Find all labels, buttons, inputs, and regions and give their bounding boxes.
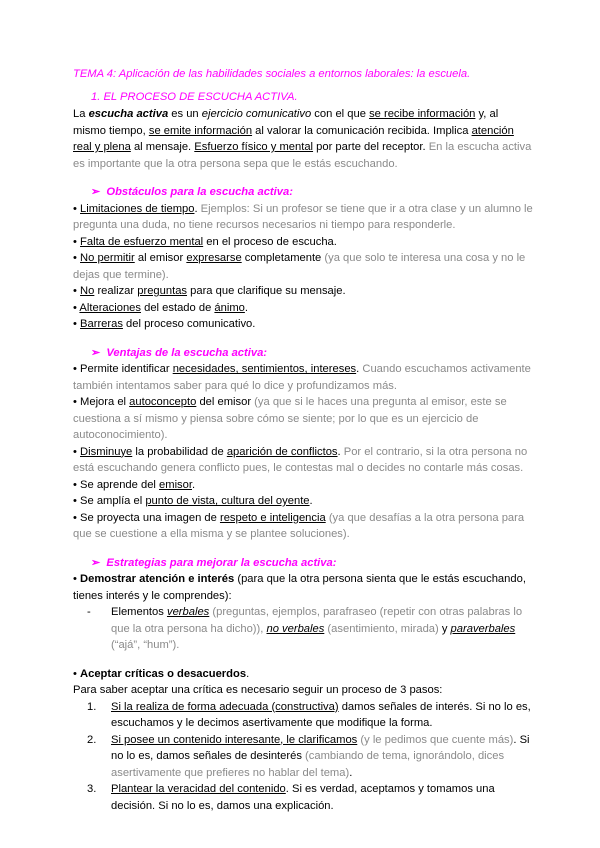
underlined-text: necesidades, sentimientos, intereses <box>172 363 357 375</box>
list-item <box>73 283 533 300</box>
bullet-icon: • <box>73 478 77 491</box>
dash-marker: - <box>87 606 91 618</box>
bullet-icon: • <box>73 445 77 458</box>
underlined-text: expresarse <box>186 252 242 264</box>
subheading-text: Ventajas de la escucha activa: <box>106 346 268 359</box>
text: la probabilidad de <box>132 445 227 458</box>
underlined-text: Si posee un contenido interesante, le clarificamos <box>111 733 358 746</box>
list-item <box>73 444 533 477</box>
arrow-icon: ➢ <box>91 346 101 359</box>
text: al mensaje. <box>130 141 195 153</box>
subheading-ventajas <box>91 345 533 362</box>
bullet-icon: • <box>73 573 77 585</box>
document-page <box>73 66 533 814</box>
gray-note: (y le pedimos que cuente más) <box>360 733 514 746</box>
item-number: 2. <box>87 733 97 746</box>
bold-text: Aceptar críticas o desacuerdos <box>80 667 247 680</box>
list-item <box>73 361 533 394</box>
text: Mejora el <box>80 396 130 408</box>
gray-note: (cambiando de tema, ignorándolo, dices asertivamente que prefieres no hablar del tema) <box>111 750 505 779</box>
section-heading-escucha: 1. EL PROCESO DE ESCUCHA ACTIVA. <box>91 90 298 103</box>
gray-note: (ya que desafías a la otra persona para que se cuestione a ella misma y se plantee soluciones). <box>73 511 525 540</box>
text: Se amplía el <box>80 495 146 507</box>
text: para que clarifique su mensaje. <box>187 285 346 297</box>
gray-note: (“ajá”, “hum”). <box>111 639 180 651</box>
bullet-icon: • <box>73 318 77 330</box>
underlined-text: respeto e inteligencia <box>219 511 326 524</box>
underlined-text: No <box>80 285 95 297</box>
text: . <box>194 202 201 215</box>
underlined-text: Disminuye <box>80 445 133 458</box>
arrow-icon: ➢ <box>91 186 101 198</box>
underlined-text: Si la realiza de forma adecuada (constructiva) <box>111 700 339 713</box>
text: completamente <box>241 252 325 264</box>
bullet-icon: • <box>73 301 77 314</box>
underlined-text: emisor <box>159 478 192 491</box>
text: . Si es verdad, aceptamos y tomamos una decisión. Si no lo es, damos una explicación. <box>111 783 495 812</box>
numbered-item <box>87 781 533 814</box>
text: . <box>349 766 353 779</box>
bullet-icon: • <box>73 667 77 680</box>
text: Elementos <box>111 606 167 618</box>
bullet-icon: • <box>73 235 77 248</box>
dash-list-item <box>87 604 533 654</box>
underlined-text: Falta de esfuerzo mental <box>80 235 204 248</box>
numbered-item <box>87 732 533 782</box>
gray-note: (asentimiento, mirada) <box>324 622 442 635</box>
gray-note: Por el contrario, si la otra persona no está escuchando genera conflicto pues, le contestas mal o decides no contarle más cosas. <box>73 445 528 474</box>
term-escucha-activa: escucha activa <box>88 108 169 120</box>
underlined-text: preguntas <box>137 285 188 297</box>
text: en el proceso de escucha. <box>203 235 337 248</box>
gray-note: (ya que solo te interesa una cosa y no le dejas que termine). <box>73 252 526 281</box>
text: es un <box>168 108 202 120</box>
list-item <box>73 510 533 543</box>
text: y <box>441 622 451 635</box>
underlined-text: ánimo <box>214 301 245 314</box>
underlined-text: atención real y plena <box>73 124 514 153</box>
underlined-text: verbales <box>166 606 210 618</box>
list-item <box>73 394 533 444</box>
item-number: 3. <box>87 783 97 795</box>
text: Permite identificar <box>80 363 173 375</box>
bullet-icon: • <box>73 202 77 215</box>
document-title: TEMA 4: Aplicación de las habilidades sociales a entornos laborales: la escuela. <box>73 68 471 80</box>
bold-text: Demostrar atención e interés <box>80 573 235 585</box>
arrow-icon: ➢ <box>91 556 101 569</box>
text: Se proyecta una imagen de <box>80 511 220 524</box>
numbered-item <box>87 699 533 732</box>
text: La <box>73 108 89 120</box>
paragraph: Para saber aceptar una crítica es necesario seguir un proceso de 3 pasos: <box>73 684 443 696</box>
underlined-text: No permitir <box>80 252 135 264</box>
subheading-estrategias <box>91 555 533 572</box>
text: . <box>309 495 313 507</box>
list-item <box>73 493 533 510</box>
text: . <box>246 667 250 680</box>
underlined-text: Limitaciones de tiempo <box>80 202 195 215</box>
list-item <box>73 201 533 234</box>
text: por parte del receptor. <box>313 141 429 153</box>
underlined-text: no verbales <box>266 622 325 635</box>
text: . <box>191 478 196 491</box>
text: . <box>356 363 363 375</box>
subheading-text: Obstáculos para la escucha activa: <box>106 186 293 198</box>
underlined-text: Esfuerzo físico y mental <box>194 141 314 153</box>
text: del proceso comunicativo. <box>122 318 256 330</box>
list-item <box>73 571 533 604</box>
term-ejercicio: ejercicio comunicativo <box>201 108 312 120</box>
list-item <box>73 477 533 494</box>
list-item <box>73 666 533 683</box>
underlined-text: Plantear la veracidad del contenido <box>111 783 286 795</box>
text: damos señales de interés. Si no lo es, escuchamos y le decimos asertivamente que modifique la forma. <box>111 700 531 729</box>
subheading-text: Estrategias para mejorar la escucha activa: <box>106 556 337 569</box>
intro-paragraph <box>73 106 533 172</box>
text: (para que la otra persona sienta que le estás escuchando, tienes interés y le comprendes): <box>73 573 526 602</box>
subheading-obstaculos <box>91 184 533 201</box>
list-item <box>73 316 533 333</box>
text: del emisor <box>196 396 255 408</box>
text: Se aprende del <box>80 478 160 491</box>
bullet-icon: • <box>73 363 77 375</box>
text: del estado de <box>141 301 215 314</box>
underlined-text: autoconcepto <box>129 396 197 408</box>
text: realizar <box>94 285 138 297</box>
underlined-text: paraverbales <box>450 622 516 635</box>
gray-note: (ya que si le haces una pregunta al emisor, este se cuestiona a sí mismo y piensa sobre cómo se siente; por lo que es un ejercicio de autoconocimiento). <box>73 396 507 441</box>
gray-note: Ejemplos: Si un profesor se tiene que ir a otra clase y un alumno le pregunta una duda, no tiene recursos necesarios ni tiempo para responderle. <box>73 202 533 231</box>
bullet-icon: • <box>73 396 77 408</box>
gray-note: Cuando escuchamos activamente también intentamos saber para qué lo dice y profundizamos más. <box>73 363 531 392</box>
underlined-text: se recibe información <box>369 108 476 120</box>
bullet-icon: • <box>73 495 77 507</box>
text: con el que <box>311 108 370 120</box>
bullet-icon: • <box>73 252 77 264</box>
list-item <box>73 250 533 283</box>
text: y, al mismo tiempo, <box>73 108 499 137</box>
bullet-icon: • <box>73 511 77 524</box>
underlined-text: se emite información <box>148 124 253 137</box>
text: al emisor <box>134 252 187 264</box>
text: al valorar la comunicación recibida. Implica <box>252 124 472 137</box>
text: . <box>244 301 248 314</box>
numbered-list <box>73 699 533 815</box>
list-item <box>73 234 533 251</box>
underlined-text: aparición de conflictos <box>226 445 338 458</box>
gray-note: (preguntas, ejemplos, parafraseo (repetir con otras palabras lo que la otra persona ha dicho)), <box>111 606 523 635</box>
underlined-text: punto de vista, cultura del oyente <box>145 495 310 507</box>
underlined-text: Barreras <box>80 318 123 330</box>
item-number: 1. <box>87 700 97 713</box>
text: . <box>337 445 344 458</box>
text: . Si no lo es, damos señales de desinterés <box>111 733 530 762</box>
bullet-icon: • <box>73 285 77 297</box>
underlined-text: Alteraciones <box>79 301 141 314</box>
list-item <box>73 300 533 317</box>
gray-note: En la escucha activa es importante que la otra persona sepa que le estás escuchando. <box>73 141 532 170</box>
